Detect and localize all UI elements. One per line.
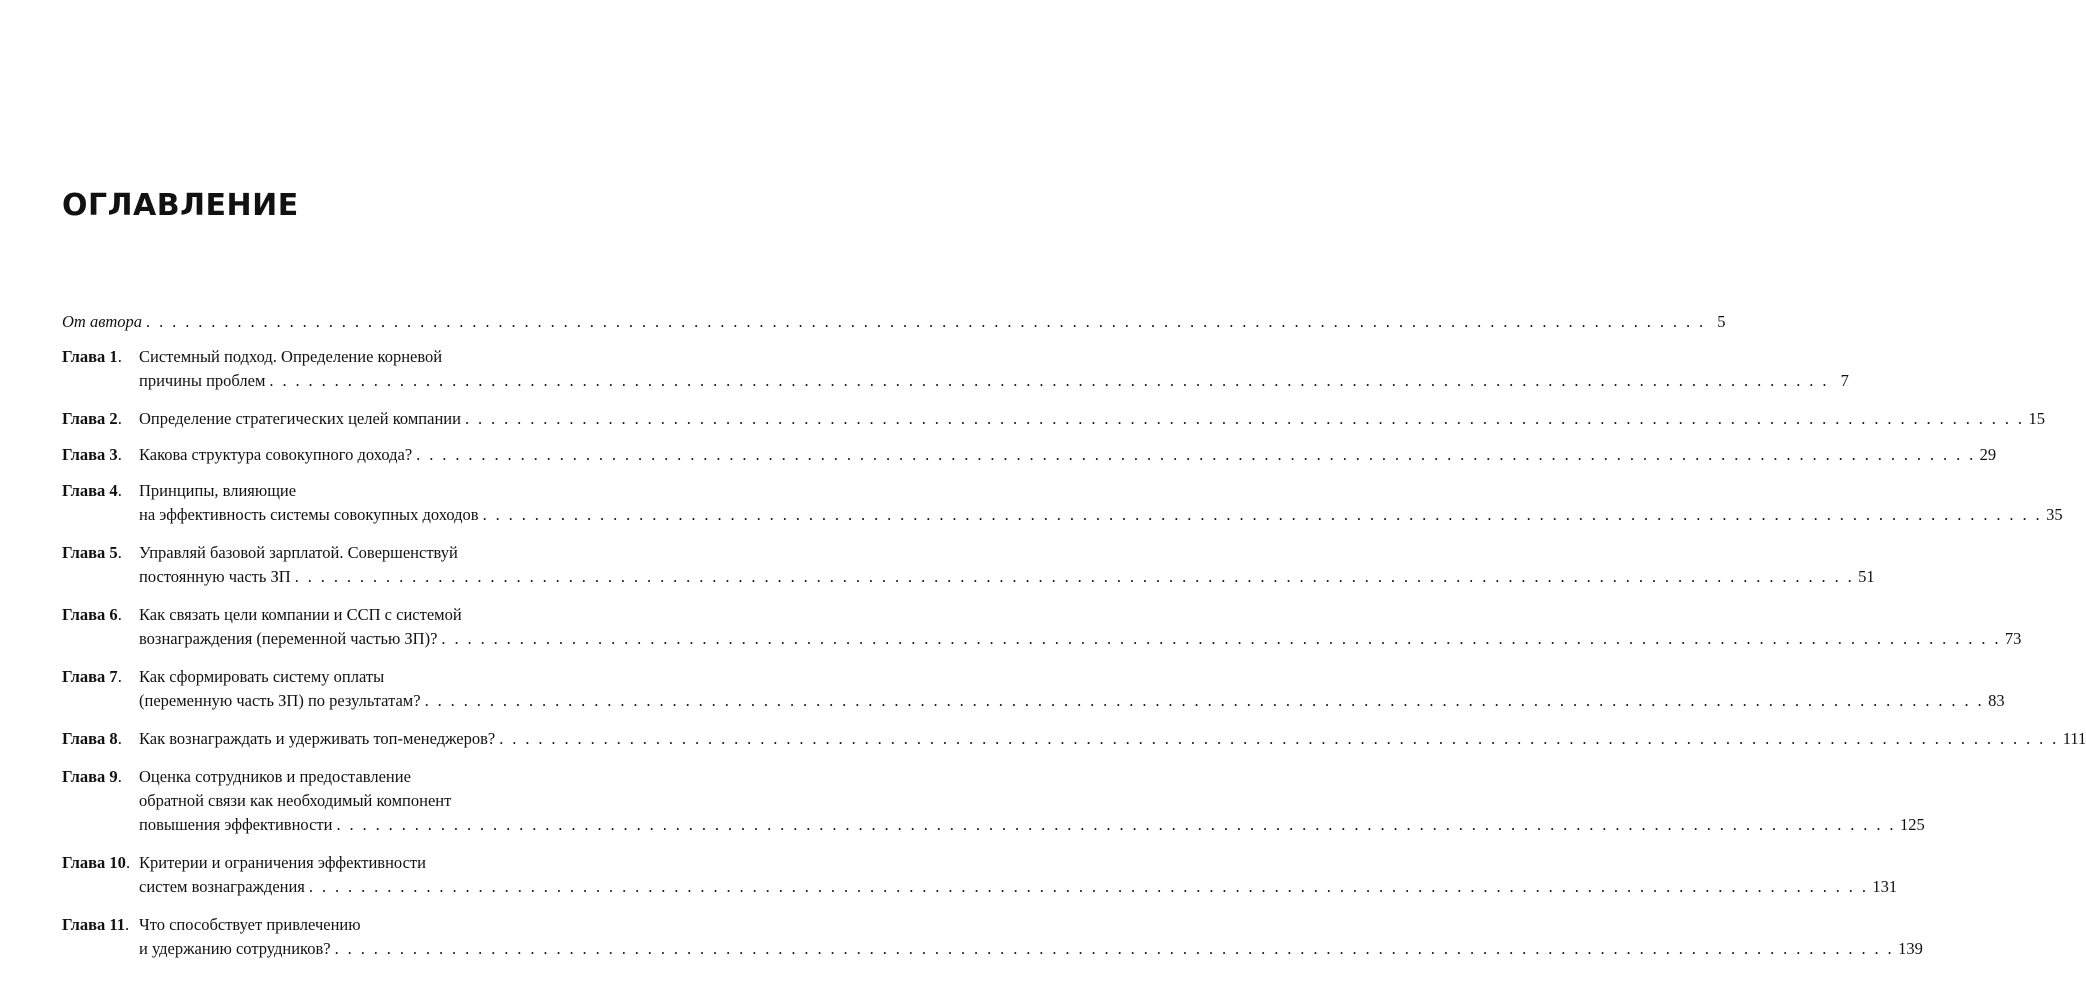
- chapter-number-dot: .: [117, 481, 122, 500]
- dot-leader: . . . . . . . . . . . . . . . . . . . . . . . . . . . . . . . . . . . . . . . . . . . . . . . . . . . . . . . . . . . . . . . . . . . . . . . . . . . . . . . . . . . . . . . . . . . . . . . . . . . . . . . . . . . . . . . . . . . . . . . .: [464, 409, 2025, 428]
- page-number: 5: [1717, 312, 1726, 331]
- chapter-title-text: на эффективность системы совокупных доходов: [139, 505, 479, 524]
- chapter-title-text: и удержанию сотрудников?: [139, 939, 331, 958]
- chapter-number-dot: .: [125, 915, 130, 934]
- chapter-title-last-line: [139, 369, 1849, 393]
- chapter-number: Глава 2: [62, 409, 118, 428]
- intro-text: От автора: [62, 312, 143, 331]
- chapter-title-last-line: [139, 565, 1875, 589]
- dot-leader: . . . . . . . . . . . . . . . . . . . . . . . . . . . . . . . . . . . . . . . . . . . . . . . . . . . . . . . . . . . . . . . . . . . . . . . . . . . . . . . . . . . . . . . . . . . . . . . . . . . . . . . . . . . . . . . . . . . . . . . .: [334, 939, 1895, 958]
- chapter-label: [62, 541, 139, 565]
- chapter-number-dot: .: [125, 853, 131, 872]
- dot-leader: . . . . . . . . . . . . . . . . . . . . . . . . . . . . . . . . . . . . . . . . . . . . . . . . . . . . . . . . . . . . . . . . . . . . . . . . . . . . . . . . . . . . . . . . . . . . . . . . . . . . . . . . . . . . . . . . . . . . . . . .: [308, 877, 1869, 896]
- page-number: 7: [1840, 371, 1849, 390]
- dot-leader: . . . . . . . . . . . . . . . . . . . . . . . . . . . . . . . . . . . . . . . . . . . . . . . . . . . . . . . . . . . . . . . . . . . . . . . . . . . . . . . . . . . . . . . . . . . . . . . . . . . . . . . . . . . . . . . . . . . . . . . .: [499, 729, 2059, 748]
- toc-entry-chapter-10: [62, 851, 1898, 899]
- chapter-title-line: Управляй базовой зарплатой. Совершенствуй: [139, 543, 458, 562]
- chapter-label: [62, 765, 139, 789]
- chapter-title: [139, 479, 2063, 527]
- chapter-number: Глава 1: [62, 347, 118, 366]
- chapter-label: [62, 727, 139, 751]
- chapter-title-last-line: [139, 443, 1997, 467]
- chapter-number: Глава 5: [62, 543, 118, 562]
- chapter-number-dot: .: [117, 347, 122, 366]
- chapter-title-line: Системный подход. Определение корневой: [139, 347, 443, 366]
- chapter-title-line: обратной связи как необходимый компонент: [139, 791, 452, 810]
- chapter-number-dot: .: [117, 543, 122, 562]
- chapter-title: [139, 603, 2022, 651]
- chapter-title-last-line: [139, 689, 2005, 713]
- dot-leader: . . . . . . . . . . . . . . . . . . . . . . . . . . . . . . . . . . . . . . . . . . . . . . . . . . . . . . . . . . . . . . . . . . . . . . . . . . . . . . . . . . . . . . . . . . . . . . . . . . . . . . . . . . . . . . . . . . . . . . . .: [294, 567, 1855, 586]
- page-number: 35: [2046, 505, 2063, 524]
- page-number: 125: [1899, 815, 1925, 834]
- page-number: 83: [1988, 691, 2005, 710]
- chapter-label: [62, 913, 139, 937]
- chapter-number-dot: .: [117, 605, 122, 624]
- chapter-label: [62, 603, 139, 627]
- chapter-number-dot: .: [117, 409, 122, 428]
- toc-entry-intro: [62, 310, 1726, 334]
- chapter-title-last-line: [139, 813, 1925, 837]
- chapter-title-text: повышения эффективности: [139, 815, 333, 834]
- chapter-title-text: вознаграждения (переменной частью ЗП)?: [139, 629, 438, 648]
- chapter-title-text: Как вознаграждать и удерживать топ-менеджеров?: [139, 729, 496, 748]
- chapter-title-last-line: [139, 407, 2045, 431]
- toc-entry-chapter-1: [62, 345, 1849, 393]
- chapter-title-text: (переменную часть ЗП) по результатам?: [139, 691, 421, 710]
- page-number: 15: [2028, 409, 2045, 428]
- chapter-title: [139, 345, 1849, 393]
- intro-last-line: [62, 310, 1726, 334]
- chapter-number-dot: .: [117, 667, 122, 686]
- chapter-title: [139, 765, 1925, 837]
- toc-entry-chapter-2: [62, 407, 2045, 431]
- dot-leader: . . . . . . . . . . . . . . . . . . . . . . . . . . . . . . . . . . . . . . . . . . . . . . . . . . . . . . . . . . . . . . . . . . . . . . . . . . . . . . . . . . . . . . . . . . . . . . . . . . . . . . . . . . . . . . . . . . . . . . . .: [269, 371, 1829, 390]
- chapter-title-line: Критерии и ограничения эффективности: [139, 853, 426, 872]
- chapter-number: Глава 10: [62, 853, 126, 872]
- chapter-title-last-line: [139, 937, 1923, 961]
- toc-entry-chapter-11: [62, 913, 1923, 961]
- chapter-title-text: Определение стратегических целей компании: [139, 409, 461, 428]
- chapter-title-text: постоянную часть ЗП: [139, 567, 291, 586]
- toc-entry-chapter-5: [62, 541, 1875, 589]
- chapter-number: Глава 4: [62, 481, 118, 500]
- page-number: 131: [1872, 877, 1898, 896]
- page-number: 73: [2004, 629, 2022, 648]
- chapter-title: [139, 913, 1923, 961]
- dot-leader: . . . . . . . . . . . . . . . . . . . . . . . . . . . . . . . . . . . . . . . . . . . . . . . . . . . . . . . . . . . . . . . . . . . . . . . . . . . . . . . . . . . . . . . . . . . . . . . . . . . . . . . . . . . . . . . . . . . . . . . .: [416, 445, 1976, 464]
- page-number: 51: [1858, 567, 1875, 586]
- chapter-title-last-line: [139, 627, 2022, 651]
- dot-leader: . . . . . . . . . . . . . . . . . . . . . . . . . . . . . . . . . . . . . . . . . . . . . . . . . . . . . . . . . . . . . . . . . . . . . . . . . . . . . . . . . . . . . . . . . . . . . . . . . . . . . . . . . . . . . . . . . . . . . . . .: [336, 815, 1896, 834]
- chapter-number: Глава 7: [62, 667, 118, 686]
- chapter-label: [62, 665, 139, 689]
- chapter-title: [139, 541, 1875, 589]
- chapter-title: [139, 727, 2086, 751]
- page-number: 111: [2062, 729, 2086, 748]
- dot-leader: . . . . . . . . . . . . . . . . . . . . . . . . . . . . . . . . . . . . . . . . . . . . . . . . . . . . . . . . . . . . . . . . . . . . . . . . . . . . . . . . . . . . . . . . . . . . . . . . . . . . . . . . . . . . . . . . . . . . . . . .: [482, 505, 2043, 524]
- chapter-title-text: систем вознаграждения: [139, 877, 305, 896]
- chapter-title: [139, 407, 2045, 431]
- chapter-title-line: Принципы, влияющие: [139, 481, 297, 500]
- toc-entry-chapter-9: [62, 765, 1925, 837]
- toc-entry-chapter-3: [62, 443, 1997, 467]
- chapter-title-line: Что способствует привлечению: [139, 915, 361, 934]
- chapter-title-last-line: [139, 503, 2063, 527]
- chapter-label: [62, 443, 139, 467]
- page-number: 139: [1898, 939, 1923, 958]
- chapter-label: [62, 851, 139, 875]
- chapter-title-last-line: [139, 875, 1898, 899]
- dot-leader: . . . . . . . . . . . . . . . . . . . . . . . . . . . . . . . . . . . . . . . . . . . . . . . . . . . . . . . . . . . . . . . . . . . . . . . . . . . . . . . . . . . . . . . . . . . . . . . . . . . . . . . . . . . . . . . . . . . . . . . .: [424, 691, 1985, 710]
- chapter-title: [139, 443, 1997, 467]
- chapter-number-dot: .: [117, 767, 122, 786]
- chapter-number: Глава 8: [62, 729, 118, 748]
- chapter-title: [139, 851, 1898, 899]
- chapter-number: Глава 6: [62, 605, 118, 624]
- chapter-title-line: Оценка сотрудников и предоставление: [139, 767, 411, 786]
- toc-entry-chapter-6: [62, 603, 2022, 651]
- chapter-title-line: Как сформировать систему оплаты: [139, 667, 385, 686]
- chapter-title-text: Какова структура совокупного дохода?: [139, 445, 413, 464]
- dot-leader: . . . . . . . . . . . . . . . . . . . . . . . . . . . . . . . . . . . . . . . . . . . . . . . . . . . . . . . . . . . . . . . . . . . . . . . . . . . . . . . . . . . . . . . . . . . . . . . . . . . . . . . . . . . . . . . . . . . . . . . .: [441, 629, 2001, 648]
- toc-entry-body: [62, 310, 1726, 334]
- page-number: 29: [1979, 445, 1997, 464]
- chapter-number: Глава 11: [62, 915, 126, 934]
- chapter-number: Глава 9: [62, 767, 118, 786]
- chapter-label: [62, 479, 139, 503]
- chapter-title-text: причины проблем: [139, 371, 266, 390]
- chapter-label: [62, 345, 139, 369]
- chapter-number-dot: .: [117, 729, 122, 748]
- chapter-number: Глава 3: [62, 445, 118, 464]
- chapter-label: [62, 407, 139, 431]
- dot-leader: . . . . . . . . . . . . . . . . . . . . . . . . . . . . . . . . . . . . . . . . . . . . . . . . . . . . . . . . . . . . . . . . . . . . . . . . . . . . . . . . . . . . . . . . . . . . . . . . . . . . . . . . . . . . . . . . . . . . . . . .: [146, 312, 1706, 331]
- chapter-number-dot: .: [117, 445, 122, 464]
- chapter-title: [139, 665, 2005, 713]
- chapter-title-last-line: [139, 727, 2086, 751]
- page-title: ОГЛАВЛЕНИЕ: [62, 188, 299, 223]
- table-of-contents: [62, 310, 2086, 975]
- toc-entry-chapter-8: [62, 727, 2086, 751]
- toc-entry-chapter-7: [62, 665, 2005, 713]
- toc-entry-chapter-4: [62, 479, 2063, 527]
- chapter-title-line: Как связать цели компании и ССП с системой: [139, 605, 462, 624]
